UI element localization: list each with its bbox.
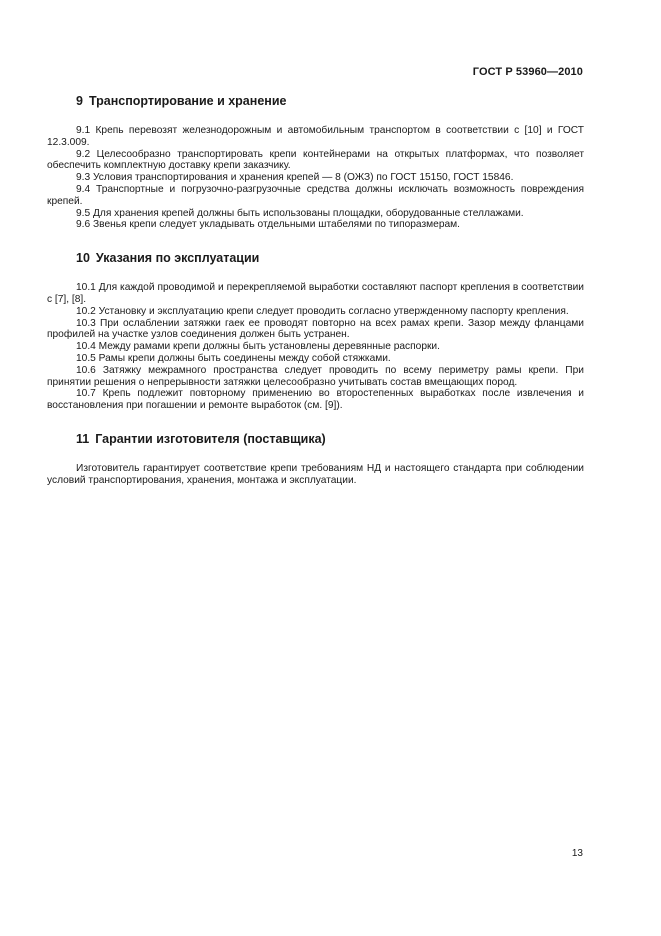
section-title: Гарантии изготовителя (поставщика): [95, 431, 326, 446]
section-title: Транспортирование и хранение: [88, 94, 287, 108]
paragraph: 9.4 Транспортные и погрузочно-разгрузочные средства должны исключать возможность повреждения крепей.: [47, 183, 584, 207]
paragraph: 9.6 Звенья крепи следует укладывать отдельными штабелями по типоразмерам.: [76, 219, 460, 231]
section-heading: [76, 250, 584, 266]
section-11: [47, 431, 584, 487]
section-number: 9: [76, 94, 83, 108]
section-title: Указания по эксплуатации: [95, 251, 260, 266]
section-10: [47, 250, 584, 412]
paragraph: 10.4 Между рамами крепи должны быть установлены деревянные распорки.: [76, 341, 440, 353]
section-number: 10: [76, 251, 90, 266]
paragraph: 10.1 Для каждой проводимой и перекрепляемой выработки составляют паспорт крепления в соответствии с [7], [8].: [47, 282, 584, 305]
paragraph: 9.1 Крепь перевозят железнодорожным и автомобильным транспортом в соответствии с [10] и ГОСТ 12.3.009.: [47, 125, 584, 148]
section-heading: [76, 93, 584, 109]
paragraph: 10.3 При ослаблении затяжки гаек ее проводят повторно на всех рамах крепи. Зазор между фланцами профилей на участке узлов соединения должен быть устранен.: [47, 317, 584, 341]
paragraph: 9.3 Условия транспортирования и хранения крепей — 8 (ОЖЗ) по ГОСТ 15150, ГОСТ 15846.: [76, 172, 514, 184]
paragraph: 10.6 Затяжку межрамного пространства следует проводить по всему периметру рамы крепи. При принятии решения о непрерывности затяжки целесообразно учитывать состав вмещающих пород.: [47, 364, 584, 388]
document-code: ГОСТ Р 53960—2010: [472, 66, 583, 78]
paragraph: 10.2 Установку и эксплуатацию крепи следует проводить согласно утвержденному паспорту крепления.: [76, 305, 569, 317]
paragraph: 9.2 Целесообразно транспортировать крепи контейнерами на открытых платформах, что позволяет обеспечить комплектную доставку крепи заказчику.: [47, 148, 584, 172]
section-9: [47, 93, 584, 231]
paragraph: Изготовитель гарантирует соответствие крепи требованиям НД и настоящего стандарта при соблюдении условий транспортирования, хранения, монтажа и эксплуатации.: [47, 462, 584, 486]
page-number: 13: [571, 848, 583, 859]
document-body: [47, 93, 584, 506]
paragraph: 10.5 Рамы крепи должны быть соединены между собой стяжками.: [76, 352, 391, 364]
paragraph: 9.5 Для хранения крепей должны быть использованы площадки, оборудованные стеллажами.: [76, 207, 524, 219]
paragraph: 10.7 Крепь подлежит повторному применению во второстепенных выработках после извлечения и восстановления при погашении и ремонте выработок (см. [9]).: [47, 388, 584, 412]
section-number: 11: [76, 431, 90, 446]
section-heading: [76, 431, 584, 447]
